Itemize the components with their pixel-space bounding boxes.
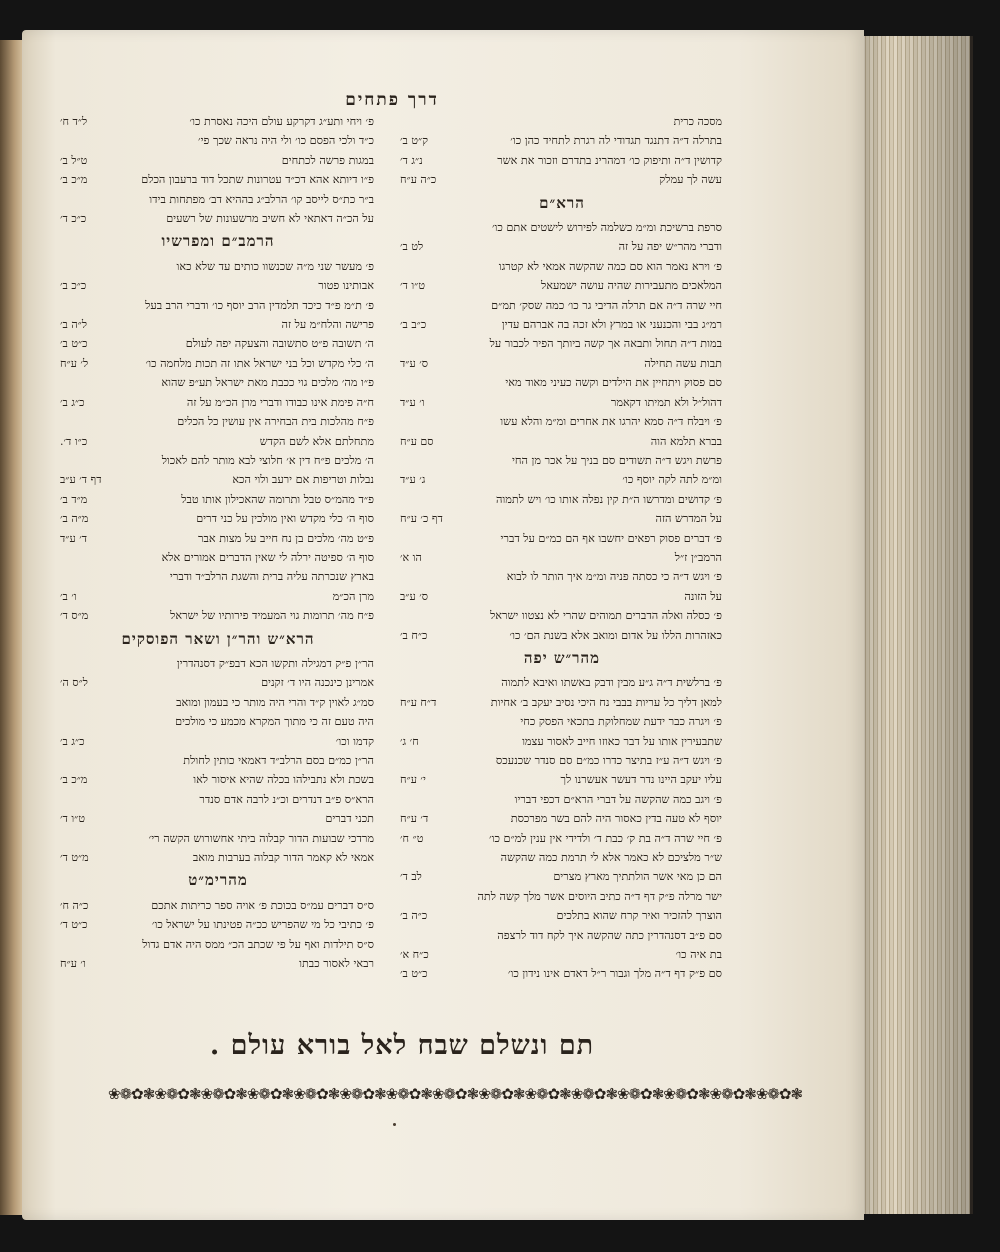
line-text: ס״ס דברים עמ״ס בכוכת פ׳ אויה ספר כריתות אתכם — [151, 898, 374, 912]
page-reference: ל״ד ח׳ — [60, 115, 88, 128]
line-text: סוף ה׳ ספיטה ירלה לי שאין הדברים אמורים אלא — [161, 550, 374, 564]
line-text: הר״ן כמ״ם בסם הרלב״ד דאמאי כותין לחולת — [183, 754, 374, 767]
text-line — [62, 712, 374, 731]
text-line — [402, 587, 722, 606]
line-text: קדמו וכו׳ — [335, 734, 374, 748]
text-line — [402, 451, 722, 470]
text-line — [62, 393, 374, 412]
page-reference: כ״ט ד׳ — [60, 918, 88, 932]
text-line — [62, 190, 374, 209]
line-text: ש״ר מלציכם לא כאמר אלא לי תרמת כמה שהקשה — [500, 851, 722, 865]
line-text: פ״ד מהמ״ס טבל ותרומה שהאכילון אותו טבל — [181, 492, 374, 506]
line-text: בתרלה ד״ה דתנגד תגדודי לה רגרת לתחיד כהן כו׳ — [510, 134, 722, 148]
text-line — [62, 548, 374, 567]
line-text: בברא תלמא הוה — [650, 434, 722, 448]
line-text: בשכת ולא נתבילהו בכלה שהיא איסור לאו — [193, 773, 374, 787]
line-text: תכני דברים — [325, 812, 374, 826]
text-line — [402, 315, 722, 334]
line-text: בארץ שנכרתה עליה ברית והשגת הרלב״ד ודברי — [169, 570, 374, 584]
line-text: במגות פרשה לכתחים — [281, 153, 374, 167]
page-reference: ל״ה ב׳ — [60, 318, 87, 332]
line-text: פ׳ ויבלח ד״ה סמא יהרגו את אחרים ומ״מ והלא עשו — [500, 415, 722, 429]
text-line — [402, 490, 722, 509]
ornament-border: ❀❁✿❃❀❁✿❃❀❁✿❃❀❁✿❃❀❁✿❃❀❁✿❃❀❁✿❃❀❁✿❃❀❁✿❃❀❁✿❃❀❁✿❃❀❁✿❃❀❁✿❃❀❁✿❃❀❁✿❃ — [108, 1085, 803, 1103]
text-line — [62, 693, 374, 712]
page-reference: ט״ו ד׳ — [60, 812, 85, 826]
text-line — [402, 276, 722, 295]
section-heading: הרמב״ם ומפרשיו — [161, 232, 275, 251]
page-reference: ד׳ ע״ד — [60, 531, 88, 545]
text-line — [62, 257, 374, 276]
line-text: הרא״ס פ״ב דנדרים וכ״נ לרבה אדם סנדר — [199, 792, 374, 806]
line-text: ודברי מהר״ש יפה על זה — [618, 240, 722, 254]
line-text: סוף ה׳ כלי מקדש ואין מולכין על כני דרים — [196, 512, 374, 526]
text-line — [62, 587, 374, 606]
section-heading: מהר״ש יפה — [523, 648, 601, 667]
page-reference: דף ד׳ ע״ב — [60, 473, 102, 487]
text-line — [62, 509, 374, 528]
text-line — [402, 693, 722, 712]
text-line — [402, 867, 722, 886]
line-text: מרן הכ״מ — [332, 589, 374, 603]
page-reference: כ״ה ח׳ — [60, 898, 89, 912]
line-text: פרישה והלח״מ על זה — [281, 318, 374, 332]
text-line — [62, 354, 374, 373]
text-line — [62, 654, 374, 673]
page-reference: כ״ט ב׳ — [400, 967, 428, 981]
line-text: ישר מרלה פ״ק דף ד״ה כתיב היוסים אשר מלך קשה לתה — [477, 889, 722, 903]
page-reference: כ״ג ב׳ — [60, 395, 85, 409]
page-reference: כ״ח א׳ — [400, 948, 429, 962]
line-text: שתבעירין אותו על דבר כאוזו חייב לאסור עצמו — [522, 734, 722, 748]
line-text: תבות עשה תחילה — [644, 356, 722, 370]
text-line — [62, 790, 374, 809]
ink-speck — [393, 1123, 396, 1126]
text-line — [402, 393, 722, 412]
line-text: עליו יעקב היינו נדר דעשר אעשרנו לך — [560, 773, 722, 787]
page-reference: כ״ט ב׳ — [60, 337, 88, 351]
line-text: סם פ״ב דסנהדרין כתה שהקשה איך לקח דוד לרצפה — [497, 928, 722, 942]
text-line — [402, 170, 722, 189]
text-line — [402, 218, 722, 237]
line-text: פ׳ ויגרה כבר ידעת שמחלוקת בתכאי הפסק כחי — [520, 715, 722, 729]
text-line — [62, 470, 374, 489]
text-line — [402, 567, 722, 586]
page-reference: ו׳ ע״ד — [400, 395, 425, 409]
line-text: פ׳ ברלשית ד״ה ג״ע מבין ודבק באשתו ואיבא לתמוה — [501, 676, 722, 690]
text-line — [62, 296, 374, 315]
page-reference: ל׳ ע״ח — [60, 356, 89, 370]
page-reference: דף כ׳ ע״ח — [400, 512, 443, 526]
text-line — [62, 131, 374, 150]
line-text: הם כן מאי אשר הולתתיך מארץ מצרים — [553, 870, 722, 884]
line-text: סמ״ג לאוין ק״ד והרי היה מותר כי בעמון ומואב — [176, 695, 374, 709]
page-reference: מ״כ ב׳ — [60, 173, 88, 187]
text-line — [402, 790, 722, 809]
line-text: פ׳ ויגב כמה שהקשה על דברי הרא״ם דכפי דבריו — [514, 792, 722, 806]
text-line — [402, 732, 722, 751]
page-reference: כ״ה ע״ח — [400, 173, 437, 187]
line-text: פ׳ כתיבי כל מי שהפריש ככ״ה פטינתו על ישראל כו׳ — [151, 918, 374, 932]
line-text: סם פסוק ויתחיין את הילדים וקשה כעיני מאוד מאי — [505, 376, 722, 390]
text-line — [402, 373, 722, 392]
text-line — [62, 770, 374, 789]
line-text: פ׳ דברים פסוק רפאים יחשבו אף הם כמ״ם על דברי — [500, 531, 722, 545]
text-line — [62, 935, 374, 954]
line-text: פ׳ ויגש ד״ה כי כסתה פניה ומ״מ איך הותר לו לבוא — [506, 570, 722, 584]
line-text: היה טעם זה כי מתוך המקרא מכמע כי מולכים — [175, 715, 374, 729]
line-text: על הזונה — [684, 589, 722, 603]
line-text: הר״ן פ״ק דמגילה ותקשו הכא דבפ״ק דסנהדרין — [176, 656, 374, 670]
line-text: הרמב״ן ז״ל — [674, 550, 722, 564]
page-reference: כ״ב ב׳ — [400, 318, 427, 332]
text-line — [402, 131, 722, 150]
section-heading: מהרימ״ט — [188, 871, 248, 890]
page-reference: מ״ס ד׳ — [60, 609, 89, 623]
line-text: אמאי לא קאמר הדור קבלוה בערבות מואב — [192, 851, 374, 865]
line-text: ב״ר כת״ס לייסב קו׳ הרלב״ג בההיא דב׳ מפתחות בידו — [149, 192, 374, 206]
text-line — [402, 529, 722, 548]
page-reference: ג׳ ע״ד — [400, 473, 426, 487]
text-line — [62, 451, 374, 470]
right-top-lines — [402, 131, 722, 189]
text-line — [62, 896, 374, 915]
book-spine — [0, 40, 24, 1215]
page-reference: כ״ה ב׳ — [400, 909, 428, 923]
text-line — [62, 567, 374, 586]
text-line — [62, 529, 374, 548]
page-reference: ו׳ ע״ח — [60, 957, 86, 971]
text-line — [62, 673, 374, 692]
line-text: פ׳ קדושים ומדרשו ה״ת קין נפלה אותו כו׳ ויש לתמוה — [496, 492, 722, 506]
line-text: כאזהרות הללו על אדום ומואב אלא בשנת הם׳ כו׳ — [509, 628, 722, 642]
page-reference: לט ב׳ — [400, 240, 424, 254]
text-line — [62, 829, 374, 848]
page-reference: ס׳ ע״ד — [400, 356, 428, 370]
text-line — [402, 296, 722, 315]
text-line — [62, 315, 374, 334]
text-line — [402, 509, 722, 528]
page-reference: מ״ה ב׳ — [60, 512, 89, 526]
text-line — [402, 829, 722, 848]
text-line — [62, 170, 374, 189]
page-reference: מ״ט ד׳ — [60, 851, 89, 865]
text-line — [62, 732, 374, 751]
line-text: רמ״ג בבי והכנעני או במרץ ולא זכה בה אברהם עדין — [501, 318, 722, 332]
line-text: על הכ״ה דאתאי לא חשיב מרשעונות של רשעים — [166, 212, 374, 226]
text-line — [402, 257, 722, 276]
text-line — [402, 412, 722, 431]
line-text: נבלות וטריפות אם ירעב ולוי הכא — [232, 473, 374, 487]
text-line — [62, 112, 374, 131]
text-line — [62, 373, 374, 392]
text-line — [402, 751, 722, 770]
text-line — [402, 964, 722, 983]
text-line — [62, 954, 374, 973]
right-column — [402, 112, 722, 984]
line-text: על המדרש הזה — [655, 512, 722, 526]
line-text: ה׳ תשובה פ״ט סתשובה והצעקה יפה לעולם — [185, 337, 374, 351]
text-line — [62, 151, 374, 170]
line-text: פ״ח מהלכות בית הבחירה אין עושין כל הכלים — [177, 415, 374, 429]
text-line — [62, 606, 374, 625]
line-text: כ״ד ולכי הפסם כו׳ ולי היה נראה שכך פי׳ — [198, 134, 374, 148]
left-top-lines — [62, 112, 374, 228]
line-text: יוסף לא טעה בדין כאסור היה להם בשר מפרכסת — [510, 812, 722, 826]
line-text: פ׳ מעשר שני מ״ה שכנשוו כותים עד שלא כאו — [176, 259, 374, 273]
page-reference: נ״ג ד׳ — [400, 153, 423, 167]
text-line — [62, 209, 374, 228]
line-text: המלאכים מתעבירות שהיה עושה ישמעאל — [541, 279, 722, 293]
line-text: למאן דליך כל עריות בבבי נח היכי נסיב יעקב ב׳ אחיות — [490, 695, 722, 709]
text-line — [402, 470, 722, 489]
right-sections — [402, 194, 722, 984]
text-line — [402, 334, 722, 353]
text-line — [402, 606, 722, 625]
section-heading: הרא״ש והר״ן ושאר הפוסקים — [121, 629, 315, 648]
text-line — [62, 276, 374, 295]
section-heading: הרא״ם — [539, 193, 585, 212]
page-reference: כ״ח ב׳ — [400, 628, 428, 642]
line-text: ומ״מ לתה לקה יוסף כו׳ — [622, 473, 722, 487]
line-text: סם פ״ק דף ד״ה מלך וגבור ר״ל דאדם אינו נידון כו׳ — [507, 967, 722, 981]
page-reference: ס׳ ע״ב — [400, 589, 428, 603]
page-reference: מ״כ ב׳ — [60, 773, 88, 787]
line-text: אבותינו פטור — [318, 279, 374, 293]
text-line — [402, 151, 722, 170]
line-text: סרפת ברשיכת ומ״מ כשלמה לפירוש לישטים אתם כו׳ — [491, 221, 722, 235]
line-text: פ״ו מה׳ מלכים גוי ככבת מאת ישראל תע״פ שהוא — [161, 376, 374, 390]
page-reference: ט״ ח׳ — [400, 831, 424, 845]
running-head: דרך פתחים — [345, 90, 439, 110]
page-reference: ח׳ ג׳ — [400, 734, 419, 748]
line-text: פ״ו דיותא אהא דכ״ד עטרונות שתכל דוד ברעבון הכלם — [141, 173, 374, 187]
text-line — [402, 887, 722, 906]
page-reference: ד׳ ע״ח — [400, 812, 429, 826]
line-text: מרדכי שבועות הדור קבלוה ביתי אחשורוש הקשה רי׳ — [148, 831, 374, 845]
text-line — [62, 915, 374, 934]
line-text: ה׳ מלכים פ״ח דין א׳ חלוצי לבא מותר להם לאכול — [161, 453, 374, 467]
line-text: פ׳ ויגש ד״ה ע״ז בתיצר כדרו כמ״ם סם סנדר שכנעכס — [495, 754, 722, 767]
line-text: פ׳ חיי שרה ד״ה בת ק׳ כבת ד׳ ולדידי אין ענין למ״ם כו׳ — [489, 831, 722, 845]
text-line — [402, 770, 722, 789]
page-reference: ט״ל ב׳ — [60, 153, 88, 167]
line-text: ח״ה פימת אינו כבודו ודברי מרן הכ״מ על זה — [186, 395, 374, 409]
page-reference: ק״ט ב׳ — [400, 134, 429, 148]
line-text: פ״ח מה׳ תרומות גוי המעמיד פירותיו של ישראל — [170, 609, 374, 623]
text-line — [62, 432, 374, 451]
line-text: אמרינן כינכנה היו ד׳ זקנים — [261, 676, 374, 690]
line-text: ה׳ כלי מקדש וכל בני ישראל אתו זה תכות מלחמה כו׳ — [145, 356, 374, 370]
text-line — [402, 945, 722, 964]
line-text: בת איה כו׳ — [675, 948, 722, 962]
line-text: מתחלתם אלא לשם הקדש — [259, 434, 374, 448]
page-reference: כ״ו ד׳. — [60, 434, 88, 448]
text-line — [402, 626, 722, 645]
line-text: פ׳ כסלה ואלה הדברים תמוהים שהרי לא נצטוו ישראל — [490, 609, 722, 623]
text-line — [402, 673, 722, 692]
line-text: דהול״ל ולא תמיתו דקאמר — [610, 395, 722, 409]
page-reference: לב ד׳ — [400, 870, 422, 884]
text-line — [62, 809, 374, 828]
line-text: חיי שרה ד״ה אם תרלה הדיבי גר כו׳ כמה שסק׳ תמ״ם — [491, 298, 722, 312]
page-reference: הו א׳ — [400, 550, 422, 564]
page-reference: כ״כ ד׳ — [60, 212, 87, 226]
text-line — [62, 848, 374, 867]
text-line — [402, 548, 722, 567]
line-text: עשה לך עמלק — [659, 173, 722, 187]
text-line — [62, 334, 374, 353]
page-reference: ט״ו ד׳ — [400, 279, 425, 293]
line-text: הוצרך להזכיר ואיר קרח שהוא בתלכים — [556, 909, 722, 923]
right-top-label: מסכה כרית — [673, 115, 722, 128]
left-sections — [62, 232, 374, 973]
page-reference: כ״ג ב׳ — [60, 734, 85, 748]
line-text: פ׳ ת״מ פ״ד כיכד תלמדין הרב יוסף כו׳ ודברי הרב בעל — [145, 298, 374, 312]
text-line — [402, 906, 722, 925]
line-text: פ׳ ויחי ותע״ג דקרקע עולם היכה נאסרת כו׳ — [189, 115, 374, 128]
text-line — [402, 237, 722, 256]
line-text: רבאי לאסור כבתו — [299, 957, 374, 971]
page-edges-shadow — [858, 36, 970, 1214]
left-column — [62, 112, 374, 973]
line-text: פ״ט מה׳ מלכים בן נח חייב על מצות אבר — [198, 531, 374, 545]
text-line — [62, 751, 374, 770]
page-reference: ל״ס ה׳ — [60, 676, 88, 690]
text-line — [402, 354, 722, 373]
page-reference: י׳ ע״ח — [400, 773, 426, 787]
line-text: פ׳ וירא נאמר הוא סם כמה שהקשה אמאי לא קטרגו — [498, 259, 722, 273]
text-line — [402, 809, 722, 828]
page-reference: כ״כ ב׳ — [60, 279, 87, 293]
text-line — [402, 432, 722, 451]
page-reference: ד״ח ע״ח — [400, 695, 437, 709]
line-text: קדושין ד״ה ותיפוק כו׳ דמהרינ בתדרם וזכור את אשר — [497, 153, 722, 167]
text-line — [402, 712, 722, 731]
text-line — [402, 848, 722, 867]
page-reference: סם ע״ח — [400, 434, 434, 448]
text-line — [62, 412, 374, 431]
line-text: פרשת ויגש ד״ה תשודים סם בניך על אכר מן החי — [511, 453, 722, 467]
colophon: תם ונשלם שבח לאל בורא עולם . — [209, 1030, 595, 1061]
page-reference: ו׳ ב׳ — [60, 589, 77, 603]
line-text: ס״ס תילדות ואף על פי שכתב הכ״ ממס היה אדם גדול — [142, 937, 374, 951]
text-line — [402, 926, 722, 945]
page-reference: מ״ד ב׳ — [60, 492, 88, 506]
text-line — [62, 490, 374, 509]
line-text: במות ד״ה תחול ותבאה אך קשה ביותך הפיר לכבור על — [489, 337, 722, 351]
book-page — [22, 30, 864, 1220]
